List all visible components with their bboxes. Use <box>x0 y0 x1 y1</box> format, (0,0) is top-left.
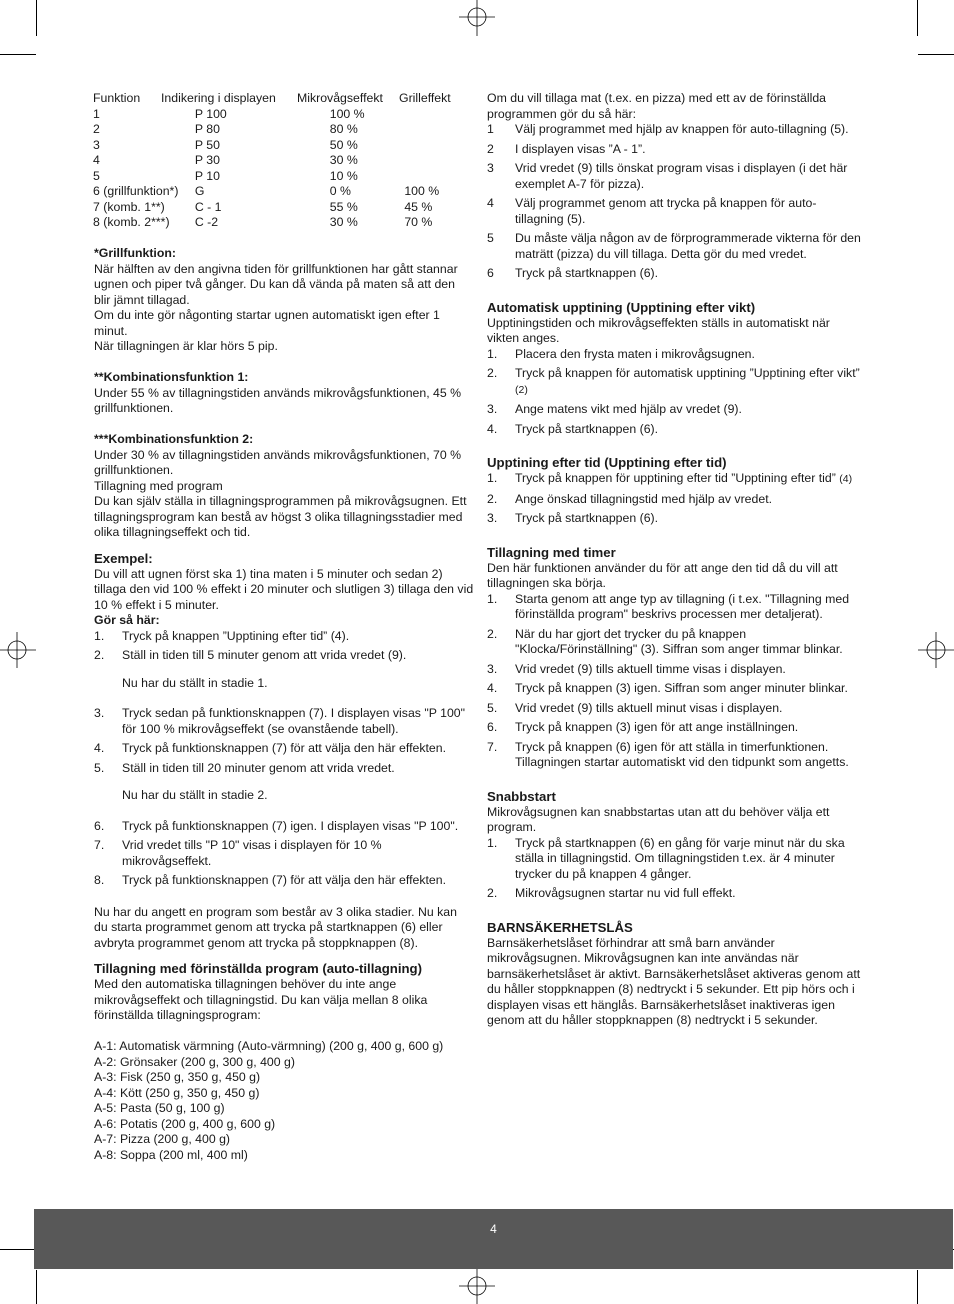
list-item <box>487 492 862 508</box>
list-item: A-4: Kött (250 g, 350 g, 450 g) <box>94 1085 260 1100</box>
function-table <box>93 91 469 107</box>
step-number: 5. <box>94 760 105 775</box>
list-item <box>94 706 474 737</box>
table-cell: 30 % <box>329 215 358 229</box>
table-header-cell: Funktion <box>93 91 141 105</box>
preset-intro: Om du vill tillaga mat (t.ex. en pizza) med ett av de förinställda programmen gör du så här: <box>487 91 826 121</box>
table-row <box>93 200 474 216</box>
table-cell: P 80 <box>194 122 220 136</box>
crop-mark <box>0 1249 36 1250</box>
step-number: 3 <box>487 161 494 175</box>
step-number: 7. <box>94 838 105 852</box>
list-item <box>487 142 862 158</box>
crop-mark <box>917 0 918 36</box>
list-item <box>487 886 862 902</box>
table-cell: 2 <box>93 122 100 136</box>
step-text: Tryck på knappen (3) igen för att ange inställningen. <box>515 720 799 734</box>
table-cell: 80 % <box>329 122 358 136</box>
table-cell: 45 % <box>404 199 433 214</box>
step-number: 2. <box>487 626 498 641</box>
table-cell: 100 % <box>404 184 440 198</box>
list-item: A-5: Pasta (50 g, 100 g) <box>94 1101 225 1115</box>
list-item <box>487 720 862 736</box>
timer-steps <box>487 592 862 771</box>
table-cell: 7 (komb. 1**) <box>93 199 165 214</box>
list-item <box>487 122 862 138</box>
step-text: Tryck på startknappen (6). <box>515 266 659 280</box>
auto-heading: Tillagning med förinställda program (auto-tillagning) <box>94 961 422 976</box>
step-text: Du måste välja någon av de förprogrammerade vikterna för den maträtt (pizza) du vill tillaga. Detta gör du med vredet. <box>515 231 861 261</box>
table-header-cell: Indikering i displayen <box>161 91 276 105</box>
table-cell: 5 <box>93 168 100 183</box>
table-header-cell: Mikrovågseffekt <box>297 91 383 105</box>
table-row <box>93 169 474 185</box>
step-number: 5 <box>487 231 494 245</box>
step-text: Placera den frysta maten i mikrovågsugnen. <box>515 346 755 361</box>
time-heading: Upptining efter tid (Upptining efter tid) <box>487 455 727 470</box>
example-steps <box>94 629 474 889</box>
grill-heading: *Grillfunktion: <box>94 246 176 260</box>
komb1-heading: **Kombinationsfunktion 1: <box>94 370 249 384</box>
table-cell: 50 % <box>329 137 358 152</box>
step-number: 6. <box>487 720 498 734</box>
list-item <box>487 347 862 363</box>
step-text: Tryck på knappen för automatisk upptining ”Upptining efter vikt” <box>515 366 860 380</box>
example-outro: Nu har du angett en program som består av 3 olika stadier. Nu kan du starta programmet genom att trycka på startknappen (6) eller avbryta programmet genom att trycka på stoppknappen (8). <box>94 904 457 950</box>
step-text: Tryck på startknappen (6) en gång för varje minut när du ska ställa in tillagningstid. Om tillagningstiden t.ex. är 4 minuter trycker du på knappen 4 gånger. <box>515 835 845 881</box>
step-number: 3. <box>487 661 498 676</box>
step-number: 2. <box>487 366 498 380</box>
list-item <box>487 740 862 771</box>
page-number: 4 <box>490 1222 497 1236</box>
table-cell: 10 % <box>329 168 358 183</box>
auto-intro: Med den automatiska tillagningen behöver du inte ange mikrovågseffekt och tillagningstid. Du kan välja mellan 8 olika förinställda tillagningsprogram: <box>94 977 428 1022</box>
table-cell: P 10 <box>194 168 220 183</box>
komb2-heading: ***Kombinationsfunktion 2: <box>94 432 254 446</box>
list-item <box>94 873 474 889</box>
list-item <box>487 681 862 697</box>
registration-mark-icon <box>459 0 495 36</box>
timer-heading: Tillagning med timer <box>487 544 616 560</box>
list-item <box>94 629 474 645</box>
step-text: Ställ in tiden till 5 minuter genom att vrida vredet (9). <box>122 648 407 662</box>
step-number: 3. <box>487 511 498 525</box>
list-item <box>487 662 862 678</box>
list-item <box>487 422 862 438</box>
step-number: 1. <box>94 628 105 643</box>
table-cell <box>404 138 474 154</box>
list-item: A-2: Grönsaker (200 g, 300 g, 400 g) <box>94 1054 295 1069</box>
step-text: Ange matens vikt med hjälp av vredet (9). <box>515 402 742 416</box>
preset-steps <box>487 122 862 282</box>
step-number: 3. <box>94 706 105 720</box>
step-number: 4. <box>94 741 105 755</box>
table-cell <box>404 107 474 123</box>
komb2-text: Under 30 % av tillagningstiden används mikrovågsfunktionen, 70 % grillfunktionen. <box>94 447 462 477</box>
table-row <box>93 107 474 123</box>
table-header-cell: Grilleffekt <box>399 91 451 105</box>
table-cell: 6 (grillfunktion*) <box>93 184 179 198</box>
list-item <box>487 161 862 192</box>
registration-mark-icon <box>0 632 36 668</box>
step-text: Tryck på knappen för upptining efter tid ”Upptining efter tid” <box>515 471 836 485</box>
step-number: 5. <box>487 700 498 715</box>
grill-text: När tillagningen är klar hörs 5 pip. <box>94 339 278 353</box>
table-cell <box>404 153 474 169</box>
list-item <box>94 838 474 869</box>
table-cell <box>404 122 474 138</box>
list-item: A-1: Automatisk värmning (Auto-värmning) (200 g, 400 g, 600 g) <box>94 1039 444 1053</box>
footer-bar <box>34 1209 953 1269</box>
table-cell: 55 % <box>329 199 358 214</box>
list-item <box>487 266 862 282</box>
step-text: Tryck på funktionsknappen (7) igen. I displayen visas "P 100". <box>122 818 459 833</box>
table-cell: 4 <box>93 153 100 167</box>
step-number: 1. <box>487 471 498 485</box>
step-text: Starta genom att ange typ av tillagning (i t.ex. "Tillagning med förinställda program" beskrivs processen mer detaljerat). <box>515 591 850 621</box>
weight-intro: Upptiningstiden och mikrovågseffekten ställs in automatiskt när vikten anges. <box>487 315 830 345</box>
step-text: Tryck sedan på funktionsknappen (7). I displayen visas "P 100" för 100 % mikrovågseffekt (se ovanstående tabell). <box>122 706 465 736</box>
table-cell: 30 % <box>329 153 358 167</box>
list-item <box>487 511 862 527</box>
komb2-text: Tillagning med program <box>94 478 223 493</box>
list-item <box>487 366 862 398</box>
step-number: 1 <box>487 122 494 136</box>
list-item <box>94 741 474 757</box>
step-number: 2. <box>94 648 105 662</box>
time-steps <box>487 471 862 527</box>
table-cell <box>404 169 474 185</box>
table-row <box>93 138 474 154</box>
list-item: A-6: Potatis (200 g, 400 g, 600 g) <box>94 1116 276 1131</box>
table-cell: G <box>194 184 205 198</box>
step-text: Tryck på startknappen (6). <box>515 421 659 436</box>
table-cell: P 30 <box>194 153 220 167</box>
step-ref: (2) <box>515 383 528 396</box>
step-text: Mikrovågsugnen startar nu vid full effekt. <box>515 886 736 900</box>
function-table-body <box>93 107 474 231</box>
list-item: A-3: Fisk (250 g, 350 g, 450 g) <box>94 1070 261 1084</box>
step-number: 1. <box>487 346 498 361</box>
step-text: Välj programmet genom att trycka på knappen för auto-tillagning (5). <box>515 196 817 226</box>
quick-intro: Mikrovågsugnen kan snabbstartas utan att du behöver välja ett program. <box>487 804 830 834</box>
step-text: Vrid vredet (9) tills aktuell timme visas i displayen. <box>515 661 786 676</box>
table-row <box>93 122 474 138</box>
quick-steps <box>487 836 862 902</box>
step-number: 1. <box>487 591 498 606</box>
crop-mark <box>36 1270 37 1304</box>
table-cell: 3 <box>93 137 100 152</box>
left-column <box>94 91 474 1163</box>
list-item <box>487 836 862 883</box>
table-cell: C -2 <box>194 215 219 229</box>
list-item <box>487 231 862 262</box>
table-header-row <box>93 91 469 107</box>
list-item <box>487 627 862 658</box>
table-cell: 8 (komb. 2***) <box>93 215 170 229</box>
step-text: När du har gjort det trycker du på knappen "Klocka/Förinställning" (3). Siffran som anger timmar blinkar. <box>515 626 843 656</box>
list-item: A-7: Pizza (200 g, 400 g) <box>94 1132 231 1146</box>
step-text: Välj programmet med hjälp av knappen för auto-tillagning (5). <box>515 122 849 136</box>
step-note: Nu har du ställt in stadie 1. <box>122 675 268 690</box>
table-cell: 100 % <box>329 106 365 121</box>
auto-program-list <box>94 1039 474 1163</box>
grill-text: När hälften av den angivna tiden för grillfunktionen har gått stannar ugnen och piper två gånger. Du kan då vända på maten så att den blir jämnt tillagad. <box>94 261 458 307</box>
example-heading: Exempel: <box>94 550 153 566</box>
table-cell: P 100 <box>194 106 227 121</box>
step-text: Tryck på startknappen (6). <box>515 511 659 525</box>
step-note: Nu har du ställt in stadie 2. <box>122 788 268 802</box>
example-intro: Du vill att ugnen först ska 1) tina maten i 5 minuter och sedan 2) tillaga den vid 100 % effekt i 20 minuter och slutligen 3) tillaga den vid 10 % effekt i 5 minuter. <box>94 566 474 612</box>
step-text: Ställ in tiden till 20 minuter genom att vrida vredet. <box>122 760 395 775</box>
table-cell: 1 <box>93 106 100 121</box>
step-text: Tryck på knappen (6) igen för att ställa in timerfunktionen. Tillagningen startar automatiskt vid den tidpunkt som angetts. <box>515 739 849 769</box>
step-text: Tryck på knappen ”Upptining efter tid” (4). <box>122 628 350 643</box>
step-text: Ange önskad tillagningstid med hjälp av vredet. <box>515 491 773 506</box>
right-column <box>487 91 862 1029</box>
step-number: 6 <box>487 266 494 280</box>
crop-mark <box>0 54 36 55</box>
step-text: Tryck på knappen (3) igen. Siffran som anger minuter blinkar. <box>515 681 848 695</box>
step-number: 4. <box>487 421 498 436</box>
step-text: Vrid vredet tills "P 10" visas i displayen för 10 % mikrovågseffekt. <box>122 838 382 868</box>
crop-mark <box>918 54 954 55</box>
step-text: I displayen visas ”A - 1”. <box>515 141 646 156</box>
list-item <box>94 761 474 804</box>
komb1-text: Under 55 % av tillagningstiden används mikrovågsfunktionen, 45 % grillfunktionen. <box>94 385 462 415</box>
step-number: 7. <box>487 739 498 754</box>
step-number: 2. <box>487 886 498 900</box>
table-row <box>93 215 474 231</box>
list-item <box>487 196 862 227</box>
step-ref: (4) <box>839 473 853 485</box>
step-number: 4. <box>487 681 498 695</box>
step-text: Vrid vredet (9) tills önskat program visas i displayen (i det här exemplet A-7 för pizza). <box>515 161 848 191</box>
step-number: 3. <box>487 402 498 416</box>
list-item <box>487 471 862 488</box>
table-cell: P 50 <box>194 137 220 152</box>
example-how: Gör så här: <box>94 613 160 627</box>
step-number: 2. <box>487 491 498 506</box>
list-item <box>487 592 862 623</box>
step-number: 2 <box>487 141 494 156</box>
grill-text: Om du inte gör någonting startar ugnen automatiskt igen efter 1 minut. <box>94 308 440 338</box>
lock-text: Barnsäkerhetslåset förhindrar att små barn använder mikrovågsugnen. Mikrovågsugnen kan inte användas när barnsäkerhetslåset är aktivt. Barnsäkerhetslåset aktiveras genom att du håller stoppknappen (8) nedtryckt i 5 sekunder. Ett pip hörs och i displayen visas ett hänglås. Barnsäkerhetslåset inaktiveras igen genom att du håller stoppknappen (8) nedtryckt i 5 sekunder. <box>487 935 861 1027</box>
crop-mark <box>917 1270 918 1304</box>
weight-steps <box>487 347 862 438</box>
list-item <box>94 819 474 835</box>
table-cell: 70 % <box>404 215 433 229</box>
registration-mark-icon <box>459 1268 495 1304</box>
step-number: 6. <box>94 818 105 833</box>
step-text: Tryck på funktionsknappen (7) för att välja den här effekten. <box>122 741 447 755</box>
lock-heading: BARNSÄKERHETSLÅS <box>487 919 633 935</box>
table-cell: C - 1 <box>194 199 222 214</box>
crop-mark <box>36 0 37 36</box>
list-item <box>487 402 862 418</box>
komb2-text: Du kan själv ställa in tillagningsprogrammen på mikrovågsugnen. Ett tillagningsprogram kan bestå av högst 3 olika tillagningsstadier med olika tillagningseffekt och tid. <box>94 494 467 539</box>
table-row <box>93 184 474 200</box>
list-item <box>487 701 862 717</box>
step-text: Vrid vredet (9) tills aktuell minut visas i displayen. <box>515 700 783 715</box>
step-number: 8. <box>94 873 105 887</box>
timer-intro: Den här funktionen använder du för att ange den tid då du vill att tillagningen ska börja. <box>487 560 838 590</box>
table-cell: 0 % <box>329 184 351 198</box>
step-number: 4 <box>487 196 494 210</box>
quick-heading: Snabbstart <box>487 788 556 804</box>
list-item <box>94 648 474 691</box>
list-item: A-8: Soppa (200 ml, 400 ml) <box>94 1147 248 1162</box>
step-number: 1. <box>487 835 498 850</box>
step-text: Tryck på funktionsknappen (7) för att välja den här effekten. <box>122 873 447 887</box>
weight-heading: Automatisk upptining (Upptining efter vikt) <box>487 299 756 315</box>
table-row <box>93 153 474 169</box>
registration-mark-icon <box>918 632 954 668</box>
